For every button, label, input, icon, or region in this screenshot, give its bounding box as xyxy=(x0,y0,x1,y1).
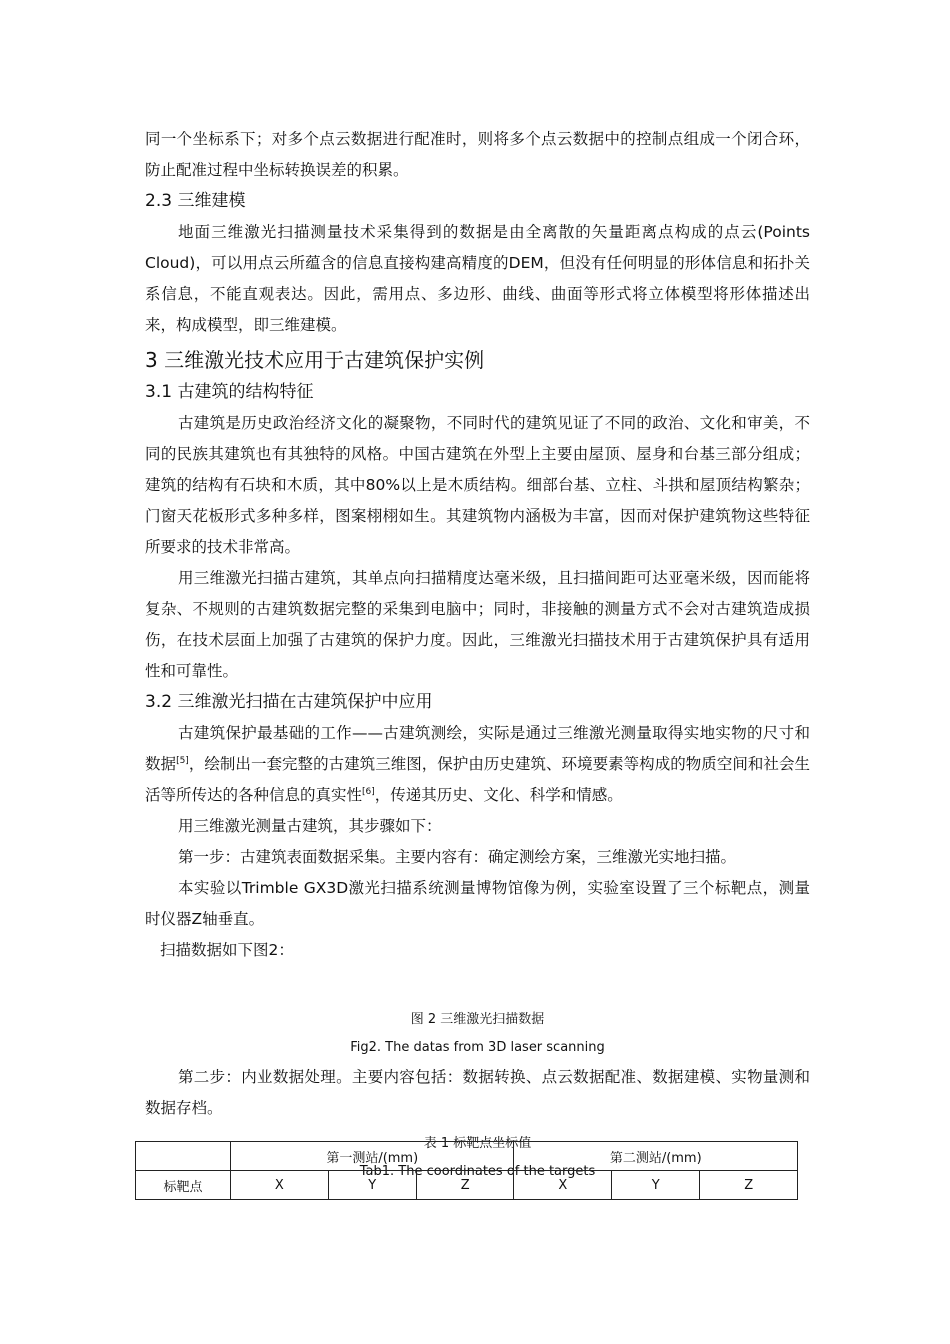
col-y-1: Y xyxy=(328,1171,416,1200)
citation-5: [5] xyxy=(176,755,189,766)
heading-2-3: 2.3 三维建模 xyxy=(145,191,246,211)
station-1-header: 第一测站/(mm) xyxy=(231,1142,514,1171)
paragraph-scan-data: 扫描数据如下图2： xyxy=(160,941,294,959)
heading-3-2: 3.2 三维激光扫描在古建筑保护中应用 xyxy=(145,692,433,712)
citation-6: [6] xyxy=(362,786,375,797)
paragraph-step-1: 第一步：古建筑表面数据采集。主要内容有：确定测绘方案，三维激光实地扫描。 xyxy=(178,848,737,866)
col-z-2: Z xyxy=(700,1171,798,1200)
table-1-caption-cn: 表 1 标靶点坐标值 xyxy=(423,1136,532,1151)
row-label-targets: 标靶点 xyxy=(136,1171,231,1200)
table-row xyxy=(136,1171,798,1200)
col-y-2: Y xyxy=(612,1171,700,1200)
table-header-row xyxy=(136,1142,798,1171)
col-z-1: Z xyxy=(416,1171,514,1200)
paragraph-3-1-b: 用三维激光扫描古建筑，其单点向扫描精度达毫米级，且扫描间距可达亚毫米级，因而能将复杂、不规则的古建筑数据完整的采集到电脑中；同时，非接触的测量方式不会对古建筑造成损伤，在技术层面上加强了古建筑的保护力度。因此，三维激光扫描技术用于古建筑保护具有适用性和可靠性。 xyxy=(145,569,810,680)
paragraph-3-2-a xyxy=(145,718,810,811)
paragraph-3-2-a-part2: ，绘制出一套完整的古建筑三维图，保护由历史建筑、环境要素等构成的物质空间和社会生活等所传达的各种信息的真实性 xyxy=(145,755,810,804)
paragraph-step-2: 第二步：内业数据处理。主要内容包括：数据转换、点云数据配准、数据建模、实物量测和数据存档。 xyxy=(145,1068,810,1117)
heading-3-1: 3.1 古建筑的结构特征 xyxy=(145,382,314,402)
figure-placeholder xyxy=(145,966,810,1006)
heading-3: 3 三维激光技术应用于古建筑保护实例 xyxy=(145,348,485,372)
col-x-1: X xyxy=(231,1171,329,1200)
paragraph-intro: 同一个坐标系下；对多个点云数据进行配准时，则将多个点云数据中的控制点组成一个闭合环，防止配准过程中坐标转换误差的积累。 xyxy=(145,130,810,179)
paragraph-steps: 用三维激光测量古建筑，其步骤如下： xyxy=(178,817,442,835)
paragraph-3-2-a-part1: 古建筑保护最基础的工作——古建筑测绘，实际是通过三维激光测量取得实地实物的尺寸和数据 xyxy=(145,724,810,773)
paragraph-2-3: 地面三维激光扫描测量技术采集得到的数据是由全离散的矢量距离点构成的点云(Points Cloud)，可以用点云所蕴含的信息直接构建高精度的DEM，但没有任何明显的形体信息和拓扑关系信息，不能直观表达。因此，需用点、多边形、曲线、曲面等形式将立体模型将形体描述出来，构成模型，即三维建模。 xyxy=(145,223,810,334)
col-x-2: X xyxy=(514,1171,612,1200)
station-2-header: 第二测站/(mm) xyxy=(514,1142,798,1171)
figure-2-caption-en: Fig2. The datas from 3D laser scanning xyxy=(350,1040,605,1055)
paragraph-experiment: 本实验以Trimble GX3D激光扫描系统测量博物馆像为例，实验室设置了三个标靶点，测量时仪器Z轴垂直。 xyxy=(145,879,810,928)
table-corner-cell xyxy=(136,1142,231,1171)
paragraph-3-2-a-part3: ，传递其历史、文化、科学和情感。 xyxy=(374,786,623,804)
targets-table xyxy=(135,1141,798,1200)
table-1-caption-en: Tab1. The coordinates of the targets xyxy=(359,1164,596,1179)
figure-2-caption-cn: 图 2 三维激光扫描数据 xyxy=(410,1012,545,1027)
paragraph-3-1-a: 古建筑是历史政治经济文化的凝聚物，不同时代的建筑见证了不同的政治、文化和审美，不同的民族其建筑也有其独特的风格。中国古建筑在外型上主要由屋顶、屋身和台基三部分组成；建筑的结构有石块和木质，其中80%以上是木质结构。细部台基、立柱、斗拱和屋顶结构繁杂；门窗天花板形式多种多样，图案栩栩如生。其建筑物内涵极为丰富，因而对保护建筑物这些特征所要求的技术非常高。 xyxy=(145,414,810,556)
document-body xyxy=(145,124,810,1186)
